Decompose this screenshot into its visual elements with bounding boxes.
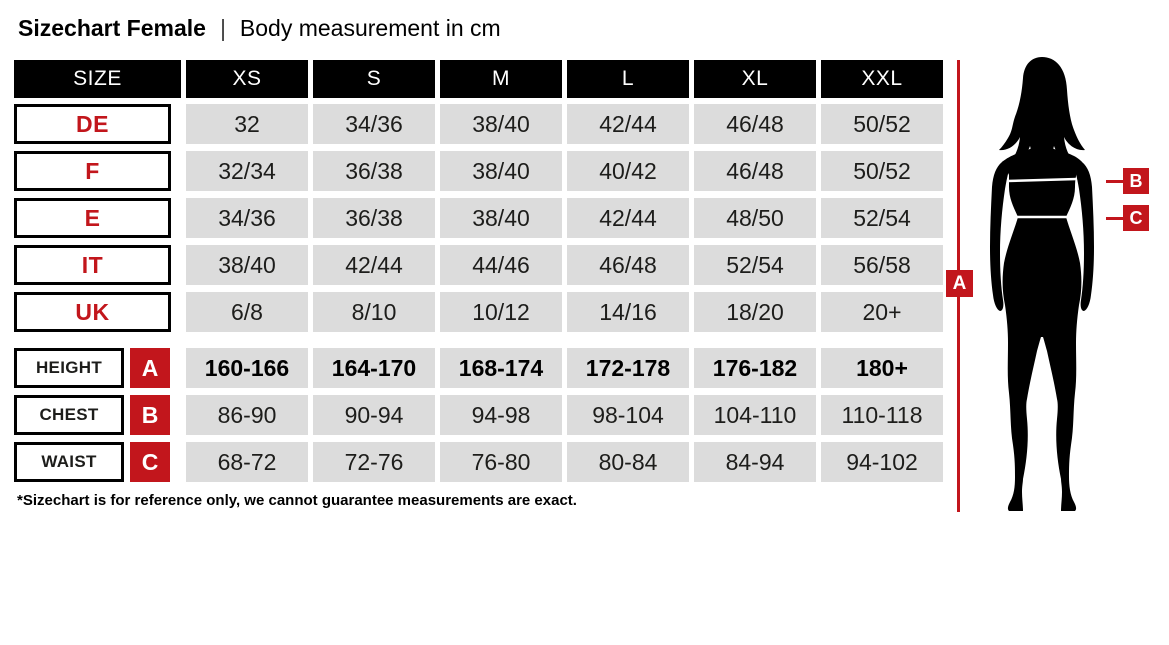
row-label-box (14, 104, 171, 144)
cell-height-xs: 160-166 (186, 348, 308, 388)
cell-waist-l: 80-84 (567, 442, 689, 482)
marker-badge-b: B (130, 395, 170, 435)
female-silhouette (985, 55, 1103, 520)
cell-height-xxl: 180+ (821, 348, 943, 388)
table-row-f (14, 151, 940, 191)
row-label-box (14, 348, 124, 388)
cell-de-xxl: 50/52 (821, 104, 943, 144)
cell-f-m: 38/40 (440, 151, 562, 191)
column-header-s: S (313, 60, 435, 98)
row-label-waist: WAIST (41, 452, 97, 471)
cell-de-m: 38/40 (440, 104, 562, 144)
cell-e-l: 42/44 (567, 198, 689, 238)
waist-connector-line (1106, 217, 1123, 220)
footnote: *Sizechart is for reference only, we cannot guarantee measurements are exact. (17, 492, 577, 509)
marker-badge-c: C (130, 442, 170, 482)
row-label-box (14, 198, 171, 238)
row-label-chest: CHEST (39, 405, 99, 424)
row-label-box (14, 442, 124, 482)
table-row-height (14, 348, 940, 388)
table-row-waist (14, 442, 940, 482)
sizechart-table (14, 60, 940, 489)
cell-it-s: 42/44 (313, 245, 435, 285)
cell-de-xs: 32 (186, 104, 308, 144)
cell-de-xl: 46/48 (694, 104, 816, 144)
cell-it-m: 44/46 (440, 245, 562, 285)
figure-marker-c: C (1123, 205, 1149, 231)
row-label-box (14, 245, 171, 285)
cell-e-xl: 48/50 (694, 198, 816, 238)
cell-it-xl: 52/54 (694, 245, 816, 285)
cell-f-xxl: 50/52 (821, 151, 943, 191)
cell-waist-xs: 68-72 (186, 442, 308, 482)
row-label-it: IT (81, 251, 104, 278)
cell-e-xs: 34/36 (186, 198, 308, 238)
column-header-l: L (567, 60, 689, 98)
cell-chest-xs: 86-90 (186, 395, 308, 435)
page-title (18, 14, 501, 42)
cell-f-xl: 46/48 (694, 151, 816, 191)
row-label-box (14, 395, 124, 435)
header-row (14, 60, 940, 98)
row-label-box (14, 292, 171, 332)
table-row-it (14, 245, 940, 285)
cell-height-l: 172-178 (567, 348, 689, 388)
row-label-height: HEIGHT (35, 358, 103, 377)
size-header: SIZE (14, 60, 181, 98)
cell-chest-l: 98-104 (567, 395, 689, 435)
cell-chest-s: 90-94 (313, 395, 435, 435)
marker-badge-a: A (130, 348, 170, 388)
row-label-uk: UK (75, 298, 110, 325)
row-label-box (14, 151, 171, 191)
cell-waist-s: 72-76 (313, 442, 435, 482)
column-header-m: M (440, 60, 562, 98)
cell-it-l: 46/48 (567, 245, 689, 285)
title-separator: | (220, 15, 226, 41)
cell-e-m: 38/40 (440, 198, 562, 238)
table-row-de (14, 104, 940, 144)
cell-f-s: 36/38 (313, 151, 435, 191)
cell-uk-xl: 18/20 (694, 292, 816, 332)
cell-f-xs: 32/34 (186, 151, 308, 191)
cell-uk-m: 10/12 (440, 292, 562, 332)
cell-de-s: 34/36 (313, 104, 435, 144)
cell-waist-xxl: 94-102 (821, 442, 943, 482)
cell-chest-xl: 104-110 (694, 395, 816, 435)
table-row-chest (14, 395, 940, 435)
column-header-xxl: XXL (821, 60, 943, 98)
row-label-f: F (85, 157, 100, 184)
column-header-xl: XL (694, 60, 816, 98)
figure-marker-b: B (1123, 168, 1149, 194)
cell-height-s: 164-170 (313, 348, 435, 388)
title-subtitle: Body measurement in cm (239, 15, 501, 41)
cell-e-xxl: 52/54 (821, 198, 943, 238)
cell-uk-s: 8/10 (313, 292, 435, 332)
cell-uk-l: 14/16 (567, 292, 689, 332)
row-label-e: E (84, 204, 101, 231)
cell-chest-xxl: 110-118 (821, 395, 943, 435)
table-row-e (14, 198, 940, 238)
cell-it-xxl: 56/58 (821, 245, 943, 285)
cell-waist-m: 76-80 (440, 442, 562, 482)
cell-height-m: 168-174 (440, 348, 562, 388)
table-row-uk (14, 292, 940, 332)
row-label-de: DE (76, 110, 109, 137)
cell-it-xs: 38/40 (186, 245, 308, 285)
cell-uk-xxl: 20+ (821, 292, 943, 332)
cell-chest-m: 94-98 (440, 395, 562, 435)
cell-waist-xl: 84-94 (694, 442, 816, 482)
chest-connector-line (1106, 180, 1123, 183)
cell-de-l: 42/44 (567, 104, 689, 144)
cell-f-l: 40/42 (567, 151, 689, 191)
cell-e-s: 36/38 (313, 198, 435, 238)
figure-marker-a: A (946, 270, 973, 297)
cell-height-xl: 176-182 (694, 348, 816, 388)
column-header-xs: XS (186, 60, 308, 98)
title-main: Sizechart Female (18, 15, 206, 41)
cell-uk-xs: 6/8 (186, 292, 308, 332)
